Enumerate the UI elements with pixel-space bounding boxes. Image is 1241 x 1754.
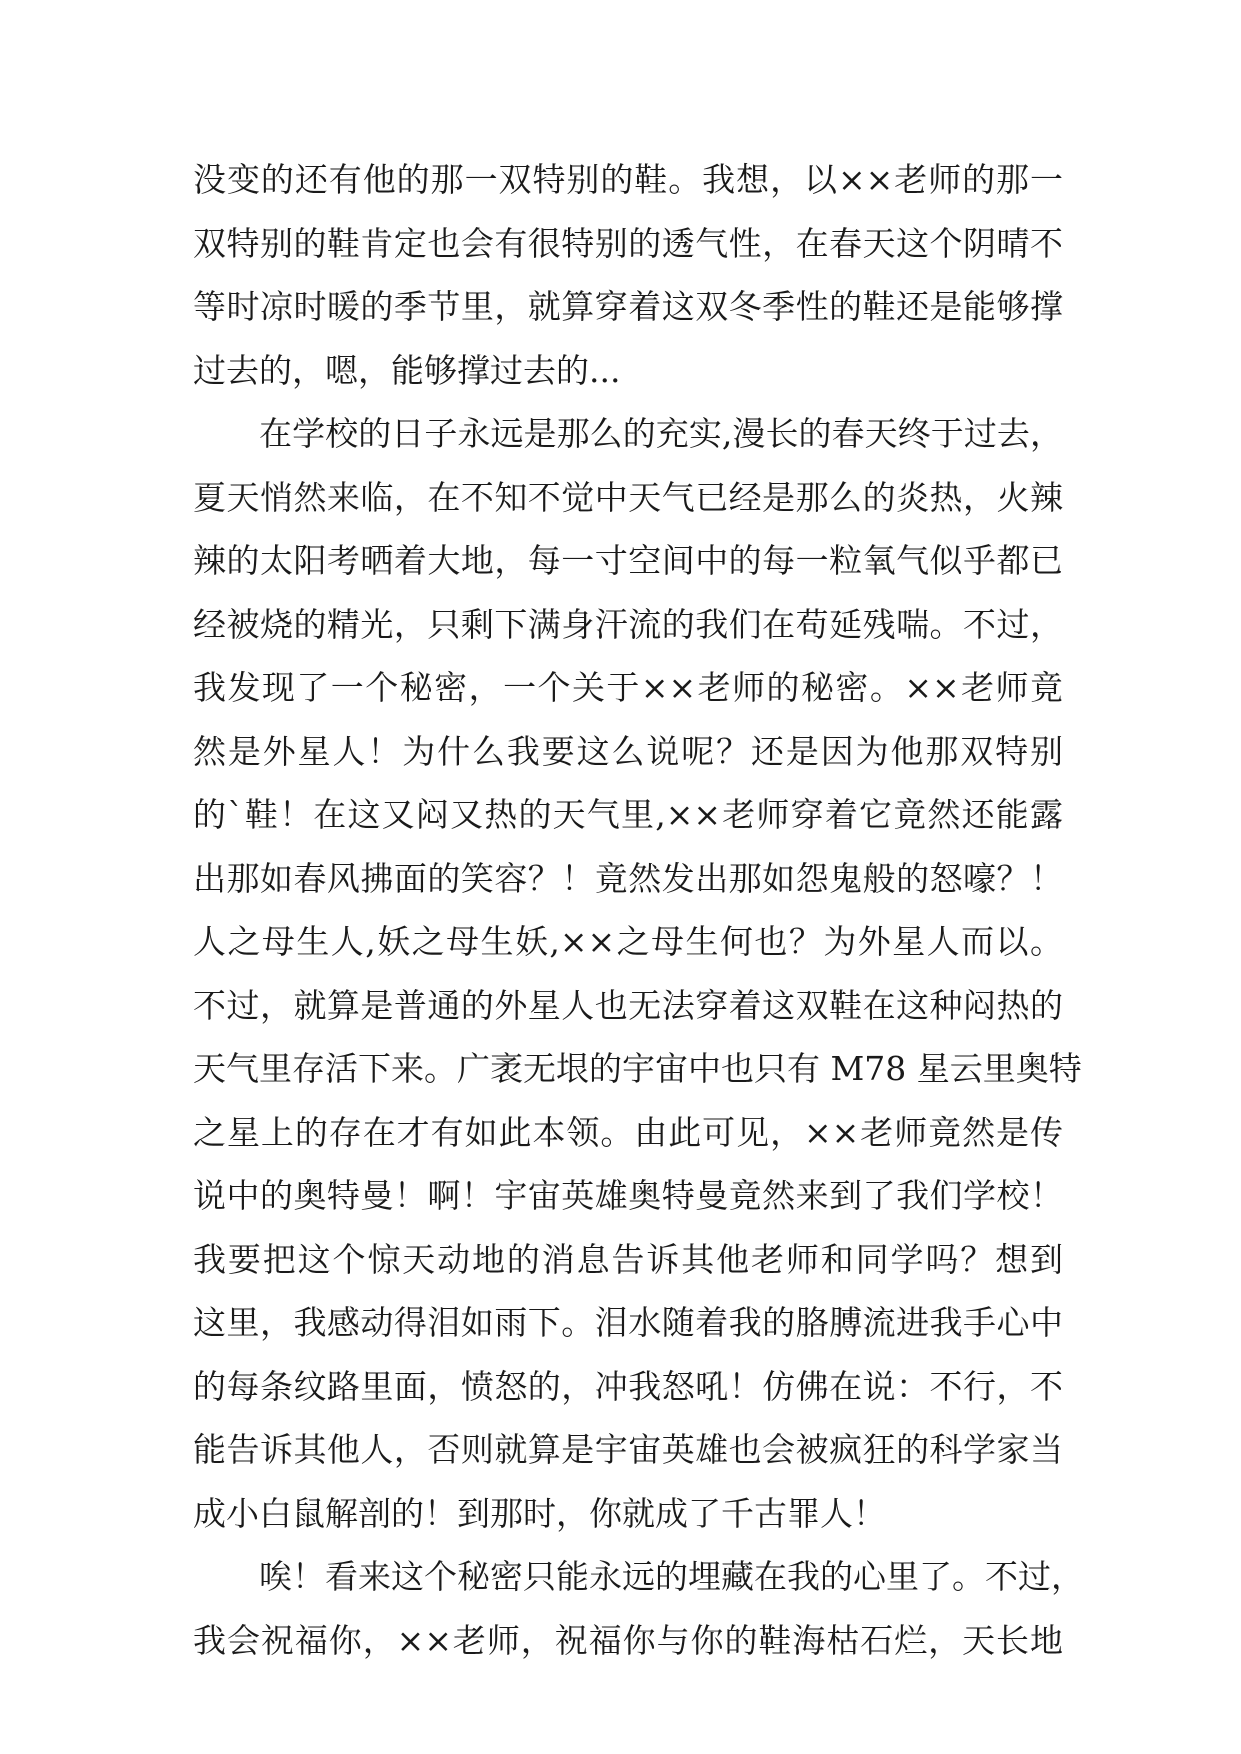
text-line: 我要把这个惊天动地的消息告诉其他老师和同学吗？想到 bbox=[193, 1239, 1063, 1279]
text-line: 在学校的日子永远是那么的充实,漫长的春天终于过去， bbox=[259, 414, 1063, 453]
text-line: 经被烧的精光，只剩下满身汗流的我们在苟延残喘。不过， bbox=[193, 604, 1063, 644]
text-line: 天气里存活下来。广袤无垠的宇宙中也只有 M78 星云里奥特 bbox=[193, 1049, 1082, 1088]
text-line: 能告诉其他人，否则就算是宇宙英雄也会被疯狂的科学家当 bbox=[193, 1430, 1063, 1469]
text-line: 我会祝福你，××老师，祝福你与你的鞋海枯石烂，天长地 bbox=[193, 1620, 1063, 1660]
text-line: 夏天悄然来临，在不知不觉中天气已经是那么的炎热，火辣 bbox=[193, 477, 1063, 517]
text-line: 双特别的鞋肯定也会有很特别的透气性，在春天这个阴晴不 bbox=[193, 223, 1063, 263]
text-line: 之星上的存在才有如此本领。由此可见，××老师竟然是传 bbox=[193, 1112, 1063, 1152]
text-line: 等时凉时暖的季节里，就算穿着这双冬季性的鞋还是能够撑 bbox=[193, 287, 1063, 326]
text-line: 的`鞋！在这又闷又热的天气里,××老师穿着它竟然还能露 bbox=[193, 795, 1063, 834]
text-line: 然是外星人！为什么我要这么说呢？还是因为他那双特别 bbox=[193, 731, 1063, 771]
text-line: 人之母生人,妖之母生妖,××之母生何也？为外星人而以。 bbox=[193, 922, 1063, 961]
text-line: 成小白鼠解剖的！到那时，你就成了千古罪人！ bbox=[193, 1493, 886, 1533]
text-line: 的每条纹路里面，愤怒的，冲我怒吼！仿佛在说：不行，不 bbox=[193, 1366, 1063, 1406]
text-line: 出那如春风拂面的笑容？！竟然发出那如怨鬼般的怒嚎？！ bbox=[193, 858, 1063, 898]
text-line: 辣的太阳考晒着大地，每一寸空间中的每一粒氧气似乎都已 bbox=[193, 541, 1063, 580]
text-line: 唉！看来这个秘密只能永远的埋藏在我的心里了。不过， bbox=[259, 1557, 1084, 1596]
text-line: 我发现了一个秘密，一个关于××老师的秘密。××老师竟 bbox=[193, 668, 1063, 707]
text-line: 这里，我感动得泪如雨下。泪水随着我的胳膊流进我手心中 bbox=[193, 1303, 1063, 1342]
text-line: 说中的奥特曼！啊！宇宙英雄奥特曼竟然来到了我们学校！ bbox=[193, 1176, 1063, 1215]
text-line: 过去的，嗯，能够撑过去的... bbox=[193, 350, 621, 390]
body-text bbox=[193, 148, 1084, 1672]
text-line: 没变的还有他的那一双特别的鞋。我想，以××老师的那一 bbox=[193, 160, 1063, 199]
text-line: 不过，就算是普通的外星人也无法穿着这双鞋在这种闷热的 bbox=[193, 985, 1063, 1025]
